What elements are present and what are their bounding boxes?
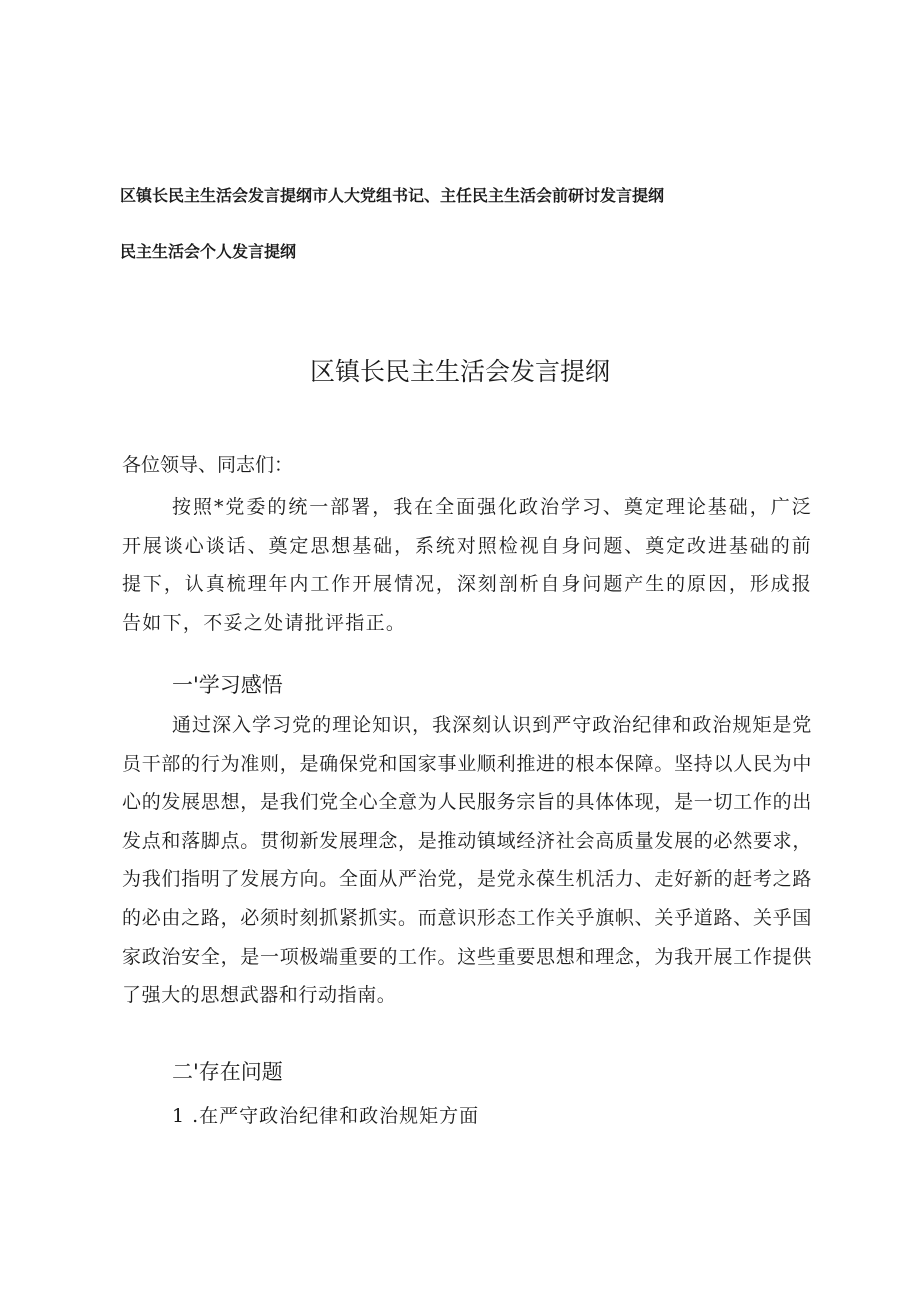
toc-line-2: 民主生活会个人发言提纲: [120, 242, 297, 261]
section-heading-problems: 二'存在问题: [172, 1060, 283, 1084]
subsection-heading-discipline: 1 .在严守政治纪律和政治规矩方面: [172, 1105, 480, 1127]
greeting: 各位领导、同志们：: [122, 454, 294, 476]
intro-paragraph: 按照*党委的统一部署，我在全面强化政治学习、奠定理论基础，广泛开展谈心谈话、奠定思想基础，系统对照检视自身问题、奠定改进基础的前提下，认真梳理年内工作开展情况，深刻剖析自身问题产生的原因，形成报告如下，不妥之处请批评指正。: [122, 496, 812, 634]
document-title: 区镇长民主生活会发言提纲: [309, 357, 610, 386]
section-heading-study: 一'学习感悟: [172, 673, 283, 697]
toc-line-1: 区镇长民主生活会发言提纲市人大党组书记、主任民主生活会前研讨发言提纲: [120, 186, 665, 205]
study-paragraph: 通过深入学习党的理论知识，我深刻认识到严守政治纪律和政治规矩是党员干部的行为准则，是确保党和国家事业顺利推进的根本保障。坚持以人民为中心的发展思想，是我们党全心全意为人民服务宗旨的具体体现，是一切工作的出发点和落脚点。贯彻新发展理念，是推动镇域经济社会高质量发展的必然要求，为我们指明了发展方向。全面从严治党，是党永葆生机活力、走好新的赶考之路的必由之路，必须时刻抓紧抓实。而意识形态工作关乎旗帜、关乎道路、关乎国家政治安全，是一项极端重要的工作。这些重要思想和理念，为我开展工作提供了强大的思想武器和行动指南。: [122, 714, 812, 1007]
